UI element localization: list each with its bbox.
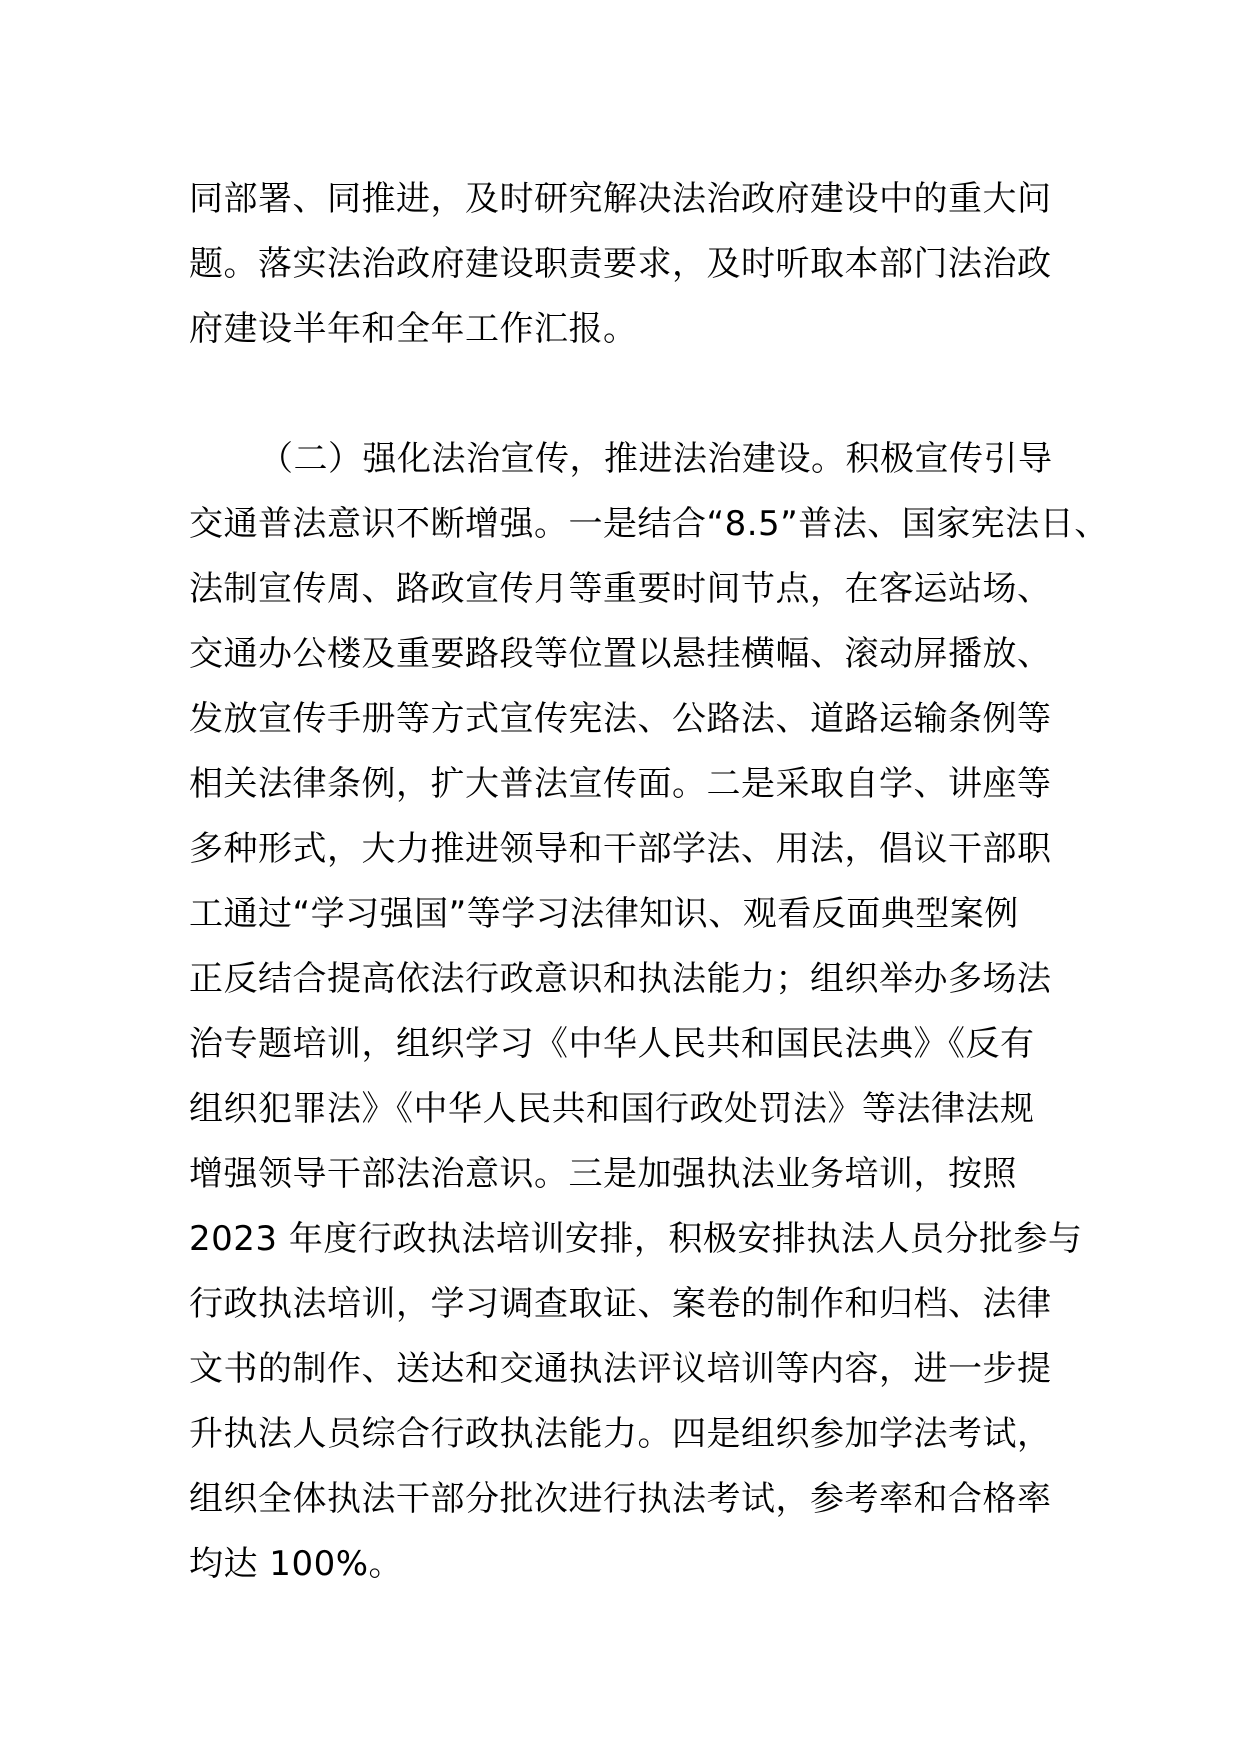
section-heading-line: （二）强化法治宣传，推进法治建设。积极宣传引导 (259, 439, 1053, 479)
text-line: 组织全体执法干部分批次进行执法考试，参考率和合格率 (189, 1479, 1052, 1519)
text-line: 治专题培训，组织学习《中华人民共和国民法典》《反有 (189, 1024, 1035, 1064)
text-line: 工通过“学习强国”等学习法律知识、观看反面典型案例 (189, 894, 1019, 934)
text-line: 交通普法意识不断增强。一是结合“8.5”普法、国家宪法日、 (189, 504, 1109, 544)
text-line: 正反结合提高依法行政意识和执法能力；组织举办多场法 (189, 959, 1052, 999)
text-line: 发放宣传手册等方式宣传宪法、公路法、道路运输条例等 (189, 699, 1052, 739)
text-line: 组织犯罪法》《中华人民共和国行政处罚法》等法律法规 (189, 1089, 1035, 1129)
text-line: 交通办公楼及重要路段等位置以悬挂横幅、滚动屏播放、 (189, 634, 1052, 674)
text-line: 题。落实法治政府建设职责要求，及时听取本部门法治政 (189, 244, 1052, 284)
text-line: 均达 100%。 (189, 1544, 404, 1584)
text-line: 法制宣传周、路政宣传月等重要时间节点，在客运站场、 (189, 569, 1052, 609)
text-line: 多种形式，大力推进领导和干部学法、用法，倡议干部职 (189, 829, 1052, 869)
text-line: 升执法人员综合行政执法能力。四是组织参加学法考试， (189, 1414, 1052, 1454)
text-line: 行政执法培训，学习调查取证、案卷的制作和归档、法律 (189, 1284, 1052, 1324)
text-line: 2023 年度行政执法培训安排，积极安排执法人员分批参与 (189, 1219, 1083, 1259)
text-line: 文书的制作、送达和交通执法评议培训等内容，进一步提 (189, 1349, 1052, 1389)
text-line: 府建设半年和全年工作汇报。 (189, 309, 638, 349)
text-line: 同部署、同推进，及时研究解决法治政府建设中的重大问 (189, 179, 1052, 219)
text-line: 相关法律条例，扩大普法宣传面。二是采取自学、讲座等 (189, 764, 1052, 804)
text-line: 增强领导干部法治意识。三是加强执法业务培训，按照 (189, 1154, 1017, 1194)
